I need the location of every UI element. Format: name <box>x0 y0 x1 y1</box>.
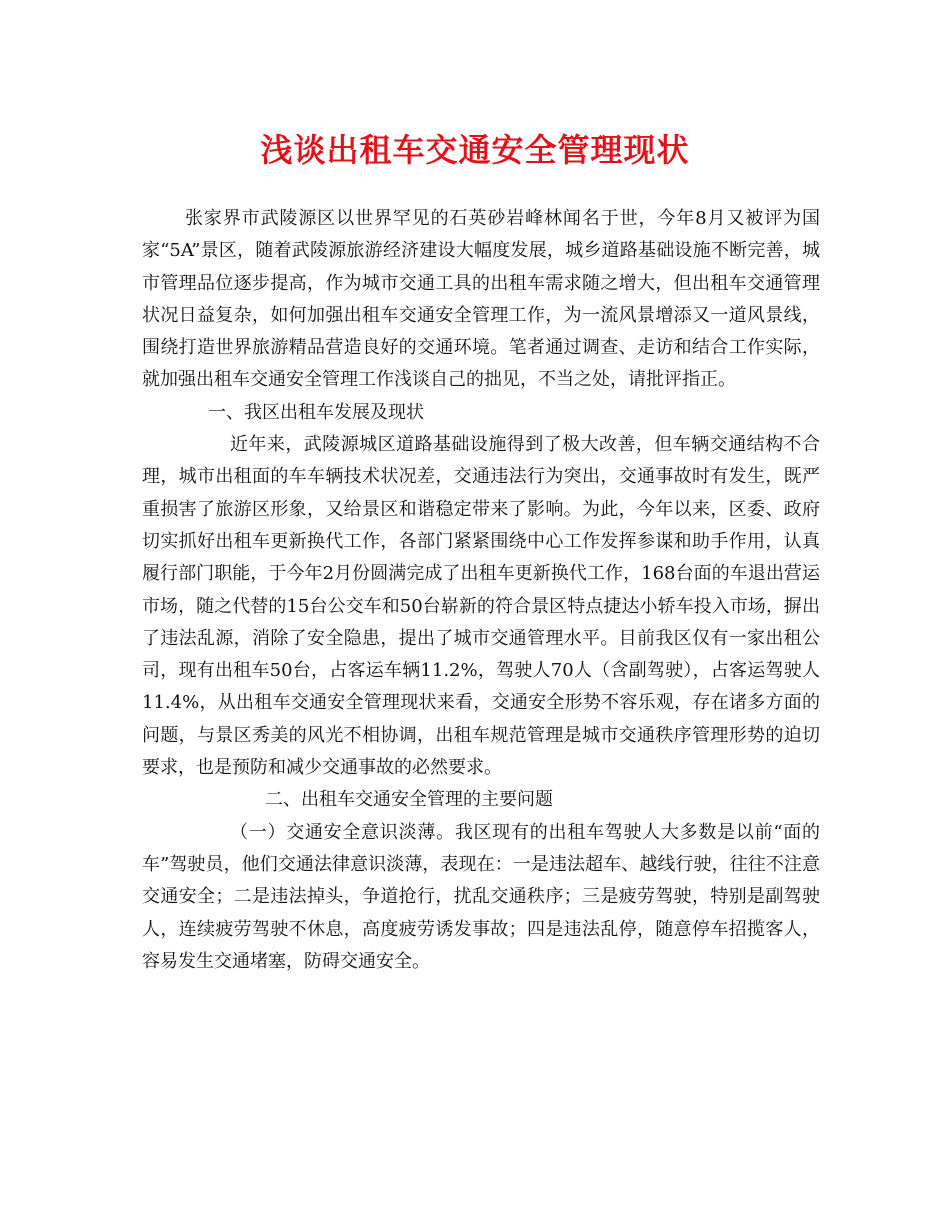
document-title: 浅谈出租车交通安全管理现状 <box>260 131 690 169</box>
section-2-body-paragraph: （一）交通安全意识淡薄。我区现有的出租车驾驶人大多数是以前“面的车”驾驶员，他们交通法律意识淡薄，表现在：一是违法超车、越线行驶，往往不注意交通安全；二是违法掉头，争道抢行，扰乱交通秩序；三是疲劳驾驶，特别是副驾驶人，连续疲劳驾驶不休息，高度疲劳诱发事故；四是违法乱停，随意停车招揽客人，容易发生交通堵塞，防碍交通安全。 <box>142 821 820 972</box>
section-1-heading: 一、我区出租车发展及现状 <box>208 401 424 423</box>
section-2-heading: 二、出租车交通安全管理的主要问题 <box>265 789 553 811</box>
document-body <box>142 203 820 978</box>
section-1-body-paragraph: 近年来，武陵源城区道路基础设施得到了极大改善，但车辆交通结构不合理，城市出租面的车车辆技术状况差，交通违法行为突出，交通事故时有发生，既严重损害了旅游区形象，又给景区和谐稳定带来了影响。为此，今年以来，区委、政府切实抓好出租车更新换代工作，各部门紧紧围绕中心工作发挥参谋和助手作用，认真履行部门职能，于今年2月份圆满完成了出租车更新换代工作，168台面的车退出营运市场，随之代替的15台公交车和50台崭新的符合景区特点捷达小轿车投入市场，摒出了违法乱源，消除了安全隐患，提出了城市交通管理水平。目前我区仅有一家出租公司，现有出租车50台，占客运车辆11.2%，驾驶人70人（含副驾驶），占客运驾驶人11.4%，从出租车交通安全管理现状来看，交通安全形势不容乐观，存在诸多方面的问题，与景区秀美的风光不相协调，出租车规范管理是城市交通秩序管理形势的迫切要求，也是预防和减少交通事故的必然要求。 <box>142 434 820 779</box>
intro-paragraph: 张家界市武陵源区以世界罕见的石英砂岩峰林闻名于世，今年8月又被评为国家“5A”景区，随着武陵源旅游经济建设大幅度发展，城乡道路基础设施不断完善，城市管理品位逐步提高，作为城市交通工具的出租车需求随之增大，但出租车交通管理状况日益复杂，如何加强出租车交通安全管理工作，为一流风景增添又一道风景线，围绕打造世界旅游精品营造良好的交通环境。笔者通过调查、走访和结合工作实际，就加强出租车交通安全管理工作浅谈自己的拙见，不当之处，请批评指正。 <box>142 208 820 391</box>
